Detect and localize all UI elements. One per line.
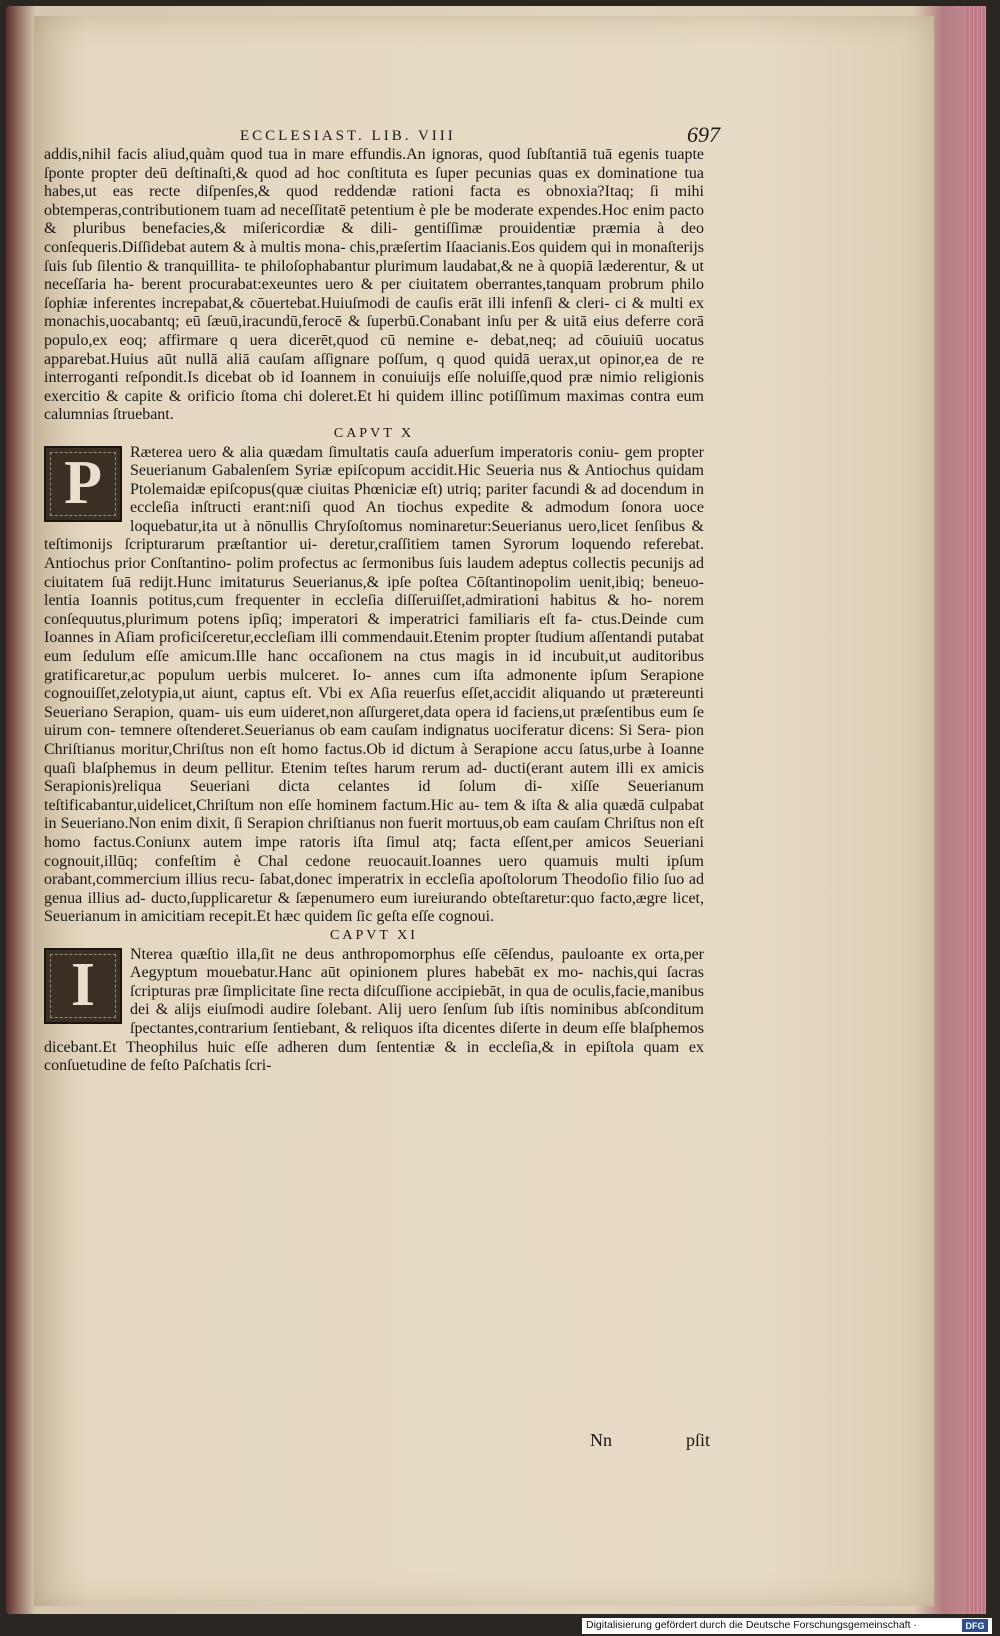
chapter-10-body [44, 444, 704, 927]
paragraph-3: Nterea quæſtio illa,ſit ne deus anthropomorphus eſſe cēſendus, pauloante ex orta,per Aegyptum mouebatur.Hanc aūt opinionem plures habebāt ex mo- nachis,qui ſacras ſcripturas præ ſimplicitate ſine recta diſcuſſione accipiebāt, in qua de oculis,facie,manibus dei & alijs eiuſmodi audire ſolebant. Alij uero ſenſum ſub iſtis nominibus abſconditum ſpectantes,contrarium ſentiebant, & reliquos iſta dicentes diſerte in deum eſſe blaſphemos dicebant.Et Theophilus huic eſſe adheren dum ſententiæ & in eccleſia,& in epiſtola quam ex conſuetudine de feſto Paſchatis ſcri- [44, 945, 704, 1075]
catchword: pſit [685, 1430, 710, 1450]
page-edges [966, 6, 986, 1614]
catchword-line [590, 1430, 710, 1450]
paragraph-1: addis,nihil facis aliud,quàm quod tua in mare effundis.An ignoras, quod ſubſtantiā tuā egenis tuapte ſponte propter deū deſtinaſti,& quod ad hoc conſtituta es ſuper pecunias quas ex dominatione tua habes,ut eas recte diſpenſes,& quod reddendæ rationi facta es obnoxia?Itaq; ſi mihi obtemperas,contributionem tuam ad neceſſitatē petentium è ple be moderate expendes.Hoc enim pacto & pluribus benefacies,& miſericordiæ & dili- gentiſſimæ prouidentiæ præmia à deo conſequeris.Diſſidebat autem & à multis mona- chis,præſertim Iſaacianis.Eos quidem qui in monaſterijs ſuis ſub ſilentio & tranquillita- te philoſophabantur plurimum laudabat,& ne à quopiā læderentur, & ut neceſſaria ha- berent procurabat:exeuntes uero & per ciuitatem oberrantes,tanquam probrum philo ſophiæ inferentes increpabat,& cōuertebat.Huiuſmodi de cauſis erāt illi infenſi & cleri- ci & multi ex monachis,uocabantq; eū ſæuū,iracundū,ferocē & ſuperbū.Conabant inſu per & uitā eius deferre corā populo,ex eoq; affirmare q uera dicerēt,quod cū nemine e- debat,neq; ad cōuiuiū uocatus apparebat.Huius aūt nullā aliā cauſam aſſignare poſſum, q quod quidā uerax,ut opinor,ea de re interroganti reſpondit.Is dicebat ob id Ioannem in conuiuijs eſſe noluiſſe,quod præ nimio religionis exercitio & capite & orificio ſtoma chi doleret.Et hi quidem illinc potiſſimum maximas contra eum calumnias ſtruebant. [44, 146, 704, 424]
signature-mark: Nn [590, 1430, 612, 1450]
dfg-logo-icon: DFG [962, 1619, 988, 1632]
text-block [44, 146, 704, 1076]
page-number: 697 [687, 122, 720, 147]
paragraph-2: Ræterea uero & alia quædam ſimultatis cauſa aduerſum imperatoris coniu- gem propter Seuerianum Gabalenſem Syriæ epiſcopum accidit.Hic Seueria nus & Antiochus quidam Ptolemaidæ epiſcopus(quæ ciuitas Phœniciæ eſt) utriq; pariter facundi & ad docendum in eccleſia inſtructi erant:niſi quod An tiochus expedite & admodum ſonora uoce loquebatur,ita ut à nōnullis Chryſoſtomus nominaretur:Seuerianus uero,licet ſenſibus & teſtimonijs ſcripturarum præſtantior ui- deretur,craſſitiem tamen Syrorum loquendo referebat. Antiochus prior Conſtantino- polim profectus ac ſermonibus ſuis laudem adeptus collectis pecunijs ad ciuitatem ſuā redijt.Hunc imitaturus Seuerianus,& ipſe poſtea Cōſtantinopolim uenit,ibiq; beneuo- lentia Ioannis potitus,cum frequenter in eccleſia diſſeruiſſet,admirationi habitus & ho- norem conſequutus,plurimum potens ipſiq; imperatori & imperatrici familiaris eſt fa- ctus.Deinde cum Ioannes in Aſiam proficiſceretur,eccleſiam illi commendauit.Etenim propter ſtudium aſſentandi putabat eum ſedulum eſſe amicum.Ille hanc occaſionem na ctus magis in id incubuit,ut auditoribus gratificaretur,ac populum uerbis mulceret. Io- annes cum iſta admonente ipſum Serapione cognouiſſet,zelotypia,ut aiunt, captus eſt. Vbi ex Aſia reuerſus eſſet,accidit aliquando ut prætereunti Seueriano Serapion, quam- uis eum uideret,non aſſurgeret,data opera id faciens,ut præſentibus eum ſe uirum con- temnere oſtenderet.Seuerianus ob eam cauſam indignatus uociferatur dicens: Si Sera- pion Chriſtianus moritur,Chriſtus non eſt homo factus.Ob id dictum à Serapione accu ſatus,urbe à Ioanne quaſi blaſphemus in deum pellitur. Etenim teſtes harum rerum ad- ducti(erant autem illi ex amicis Serapionis)reliqua Seueriani dicta celantes id ſolum di- xiſſe Seuerianum teſtificabantur,uidelicet,Chriſtum non eſſe hominem factum.Hic au- tem & iſta & alia quædā culpabat in Seueriano.Non enim dixit, ſi Serapion chriſtianus non fuerit mortuus,ob eam cauſam Chriſtus non eſt homo factus.Coniunx autem impe ratoris iſta ſimul atq; facta eſſent,per amicos Seueriani cognouit,illūq; confeſtim è Chal cedone reuocauit.Ioannes uero quamuis multi ipſum orabant,commercium illius recu- ſabat,donec imperatrix in eccleſia apoſtolorum Theodoſio filio ſuo ad genua illius ad- ducto,ſupplicaretur & ſæpenumero eum iureiurando obteſtaretur:quo facto,ægre licet, Seuerianum in amicitiam recepit.Et hæc quidem ſic geſta eſſe cognoui. [44, 443, 704, 926]
footer-text: Digitalisierung gefördert durch die Deutsche Forschungsgemeinschaft · [586, 1619, 917, 1631]
running-title: ECCLESIAST. LIB. VIII [240, 128, 456, 144]
chapter-11-body [44, 946, 704, 1076]
chapter-heading-11: CAPVT XI [330, 927, 418, 943]
decorated-initial-i [44, 948, 122, 1024]
initial-letter-i: I [70, 951, 96, 1020]
decorated-initial-p [44, 446, 122, 522]
digitization-footer [582, 1618, 992, 1634]
chapter-heading-10: CAPVT X [333, 425, 415, 441]
initial-letter-p: P [64, 449, 102, 518]
page-header [240, 122, 720, 148]
